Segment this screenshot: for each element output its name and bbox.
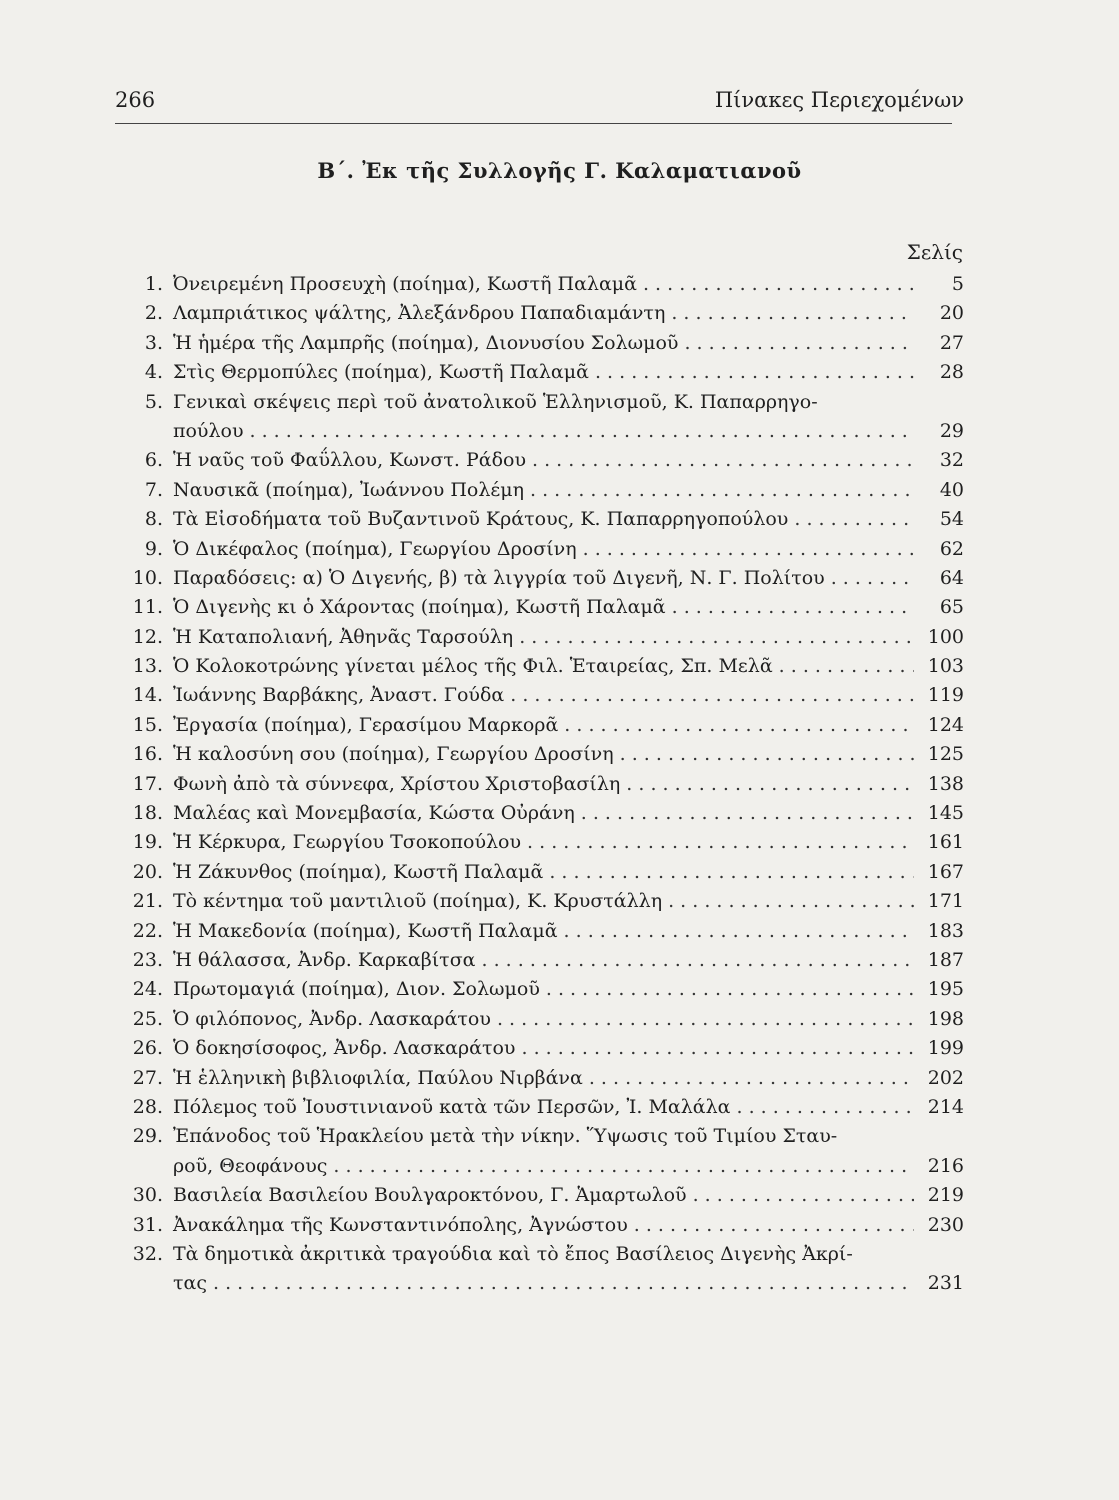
toc-entry-number: 31. (132, 1213, 163, 1236)
toc-entry-title-continuation: πούλου (173, 419, 244, 442)
toc-entry-number: 20. (132, 860, 163, 883)
toc-entry-line (115, 799, 964, 828)
toc-entry (115, 652, 964, 681)
toc-entry (115, 858, 964, 887)
toc-entry-number: 7. (144, 478, 163, 501)
toc-entry-title: Τὰ δημοτικὰ ἀκριτικὰ τραγούδια καὶ τὸ ἔπος Βασίλειος Διγενὴς Ἀκρί- (173, 1242, 853, 1265)
toc-entry-page: 214 (927, 1095, 964, 1118)
toc-entry-title: Ἰωάννης Βαρβάκης, Ἀναστ. Γούδα (173, 684, 505, 707)
toc-entry (115, 623, 964, 652)
header-rule (115, 123, 952, 124)
dot-leader (671, 299, 914, 328)
toc-entry-line (115, 564, 964, 593)
dot-leader (564, 711, 913, 740)
toc-entry-page: 171 (927, 890, 964, 913)
running-head (115, 88, 964, 118)
toc-entry-page: 219 (927, 1184, 964, 1207)
toc-entry-number: 30. (132, 1184, 163, 1207)
toc-entry-page: 29 (939, 419, 964, 442)
toc-entry-title: Ἡ Μακεδονία (ποίημα), Κωστῆ Παλαμᾶ (173, 919, 558, 942)
toc-entry-page: 124 (927, 713, 964, 736)
dot-leader (672, 593, 914, 622)
toc-entry-title: Ἡ Ζάκυνθος (ποίημα), Κωστῆ Παλαμᾶ (173, 860, 544, 883)
toc-entry-number: 25. (132, 1007, 163, 1030)
toc-entry-page: 161 (927, 831, 964, 854)
toc-entry-page: 119 (927, 684, 964, 707)
toc-entry-title: Γενικαὶ σκέψεις περὶ τοῦ ἀνατολικοῦ Ἑλληνισμοῦ, Κ. Παπαρρηγο- (173, 390, 818, 413)
toc-entry-page: 20 (939, 302, 964, 325)
dot-leader (530, 476, 914, 505)
toc-entry-title: Ἡ ναῦς τοῦ Φαΰλλου, Κωνστ. Ράδου (173, 449, 526, 472)
running-title: Πίνακες Περιεχομένων (714, 88, 964, 112)
dot-leader (620, 740, 914, 769)
toc-entry-title: Ὁ δοκησίσοφος, Ἀνδρ. Λασκαράτου (173, 1037, 516, 1060)
toc-entry-page: 64 (939, 566, 964, 589)
toc-entry-number: 1. (144, 273, 163, 295)
toc-entry-line (115, 887, 964, 916)
toc-entry-number: 16. (132, 743, 163, 766)
toc-entry-page: 103 (927, 655, 964, 678)
toc-entry-line (115, 1064, 964, 1093)
toc-entry (115, 917, 964, 946)
toc-entry-title: Ὁ Κολοκοτρώνης γίνεται μέλος τῆς Φιλ. Ἑταιρείας, Σπ. Μελᾶ (173, 655, 773, 678)
toc-entry-title: Ἀνακάλημα τῆς Κωνσταντινόπολης, Ἀγνώστου (173, 1213, 628, 1236)
toc-entry (115, 740, 964, 769)
toc-entry-page: 62 (939, 537, 964, 560)
toc-entry-line (115, 329, 964, 358)
toc-entry-number: 32. (132, 1242, 163, 1265)
toc-entry-page: 32 (939, 449, 964, 472)
toc-entry-line (115, 858, 964, 887)
toc-entry-line (115, 446, 964, 475)
toc-entry-line (115, 358, 964, 387)
dot-leader (831, 564, 914, 593)
dot-leader (213, 1269, 914, 1298)
toc-entry-number: 23. (132, 948, 163, 971)
table-of-contents (115, 270, 964, 1299)
toc-entry-number: 29. (132, 1125, 163, 1148)
toc-entry-line (115, 652, 964, 681)
toc-entry (115, 1005, 964, 1034)
toc-entry-line (115, 1034, 964, 1063)
toc-entry-title: Ἡ θάλασσα, Ἀνδρ. Καρκαβίτσα (173, 948, 476, 971)
dot-leader (510, 681, 913, 710)
toc-entry (115, 1093, 964, 1122)
toc-entry-line (115, 505, 964, 534)
toc-entry (115, 593, 964, 622)
page-number: 266 (115, 88, 156, 112)
toc-entry-title: Μαλέας καὶ Μονεμβασία, Κώστα Οὐράνη (173, 802, 575, 825)
toc-entry-page: 167 (927, 860, 964, 883)
dot-leader (497, 1005, 914, 1034)
toc-entry (115, 505, 964, 534)
toc-entry-line (115, 1240, 964, 1269)
toc-entry (115, 358, 964, 387)
toc-entry (115, 299, 964, 328)
toc-entry-title: Ἡ ἑλληνικὴ βιβλιοφιλία, Παύλου Νιρβάνα (173, 1066, 583, 1089)
dot-leader (521, 1034, 913, 1063)
toc-entry-title: Τὰ Εἰσοδήματα τοῦ Βυζαντινοῦ Κράτους, Κ. Παπαρρηγοπούλου (173, 508, 789, 531)
toc-entry-line (115, 1005, 964, 1034)
toc-entry-title: Ἐργασία (ποίημα), Γερασίμου Μαρκορᾶ (173, 713, 559, 736)
dot-leader (693, 1181, 914, 1210)
toc-entry-line (115, 1093, 964, 1122)
toc-entry-page: 198 (927, 1007, 964, 1030)
toc-entry-line (115, 535, 964, 564)
toc-entry-number: 2. (144, 302, 163, 325)
dot-leader (643, 270, 914, 299)
toc-entry-line (115, 1181, 964, 1210)
toc-entry-page: 54 (939, 508, 964, 531)
toc-entry-number: 17. (132, 772, 163, 795)
dot-leader (250, 417, 914, 446)
toc-entry-page: 40 (939, 478, 964, 501)
toc-entry-title: Τὸ κέντημα τοῦ μαντιλιοῦ (ποίημα), Κ. Κρυστάλλη (173, 890, 663, 913)
toc-entry (115, 1122, 964, 1181)
toc-entry-line (115, 711, 964, 740)
toc-entry-title: Ἡ Κέρκυρα, Γεωργίου Τσοκοπούλου (173, 831, 522, 854)
toc-entry-line (115, 623, 964, 652)
toc-entry-title: Λαμπριάτικος ψάλτης, Ἀλεξάνδρου Παπαδιαμάντη (173, 302, 666, 325)
toc-entry-number: 10. (132, 566, 163, 589)
toc-entry (115, 887, 964, 916)
toc-entry-number: 9. (144, 537, 163, 560)
toc-entry-page: 100 (927, 625, 964, 648)
toc-entry-number: 14. (132, 684, 163, 707)
toc-entry (115, 446, 964, 475)
dot-leader (634, 1211, 914, 1240)
toc-entry-number: 21. (132, 890, 163, 913)
dot-leader (549, 858, 913, 887)
toc-entry-page: 187 (927, 948, 964, 971)
toc-entry (115, 564, 964, 593)
toc-entry-number: 6. (144, 449, 163, 472)
toc-entry-line (115, 975, 964, 1004)
toc-entry-continuation-line (115, 1269, 964, 1298)
toc-entry-title: Ἡ καλοσύνη σου (ποίημα), Γεωργίου Δροσίνη (173, 743, 614, 766)
toc-entry (115, 329, 964, 358)
dot-leader (581, 799, 914, 828)
page-column-header: Σελίς (906, 240, 963, 264)
dot-leader (583, 535, 914, 564)
toc-entry-title: Φωνὴ ἀπὸ τὰ σύννεφα, Χρίστου Χριστοβασίλη (173, 772, 621, 795)
dot-leader (519, 623, 914, 652)
toc-entry-title: Ὁ φιλόπονος, Ἀνδρ. Λασκαράτου (173, 1007, 491, 1030)
toc-entry-title: Ἐπάνοδος τοῦ Ἡρακλείου μετὰ τὴν νίκην. Ὕψωσις τοῦ Τιμίου Σταυ- (173, 1125, 838, 1148)
toc-entry-line (115, 476, 964, 505)
toc-entry-number: 8. (144, 508, 163, 531)
toc-entry (115, 476, 964, 505)
toc-entry-title-continuation: τας (173, 1272, 207, 1295)
toc-entry-line (115, 1211, 964, 1240)
toc-entry (115, 1211, 964, 1240)
toc-entry (115, 711, 964, 740)
section-title: Β΄. Ἐκ τῆς Συλλογῆς Γ. Καλαματιανοῦ (317, 158, 802, 183)
toc-entry-number: 28. (132, 1095, 163, 1118)
dot-leader (589, 1064, 914, 1093)
toc-entry (115, 681, 964, 710)
dot-leader (333, 1152, 913, 1181)
toc-entry-line (115, 681, 964, 710)
toc-entry-page: 138 (927, 772, 964, 795)
toc-entry-number: 4. (144, 361, 163, 384)
toc-entry-title: Ἡ Καταπολιανή, Ἀθηνᾶς Ταρσούλη (173, 625, 514, 648)
toc-entry-page: 195 (927, 978, 964, 1001)
toc-entry-page: 231 (927, 1272, 964, 1295)
toc-entry-title: Ναυσικᾶ (ποίημα), Ἰωάννου Πολέμη (173, 478, 524, 501)
toc-entry-page: 65 (939, 596, 964, 619)
toc-entry-title: Ὁ Διγενὴς κι ὁ Χάροντας (ποίημα), Κωστῆ Παλαμᾶ (173, 596, 666, 619)
toc-entry-page: 199 (927, 1037, 964, 1060)
toc-entry-line (115, 388, 964, 417)
toc-entry-page: 183 (927, 919, 964, 942)
dot-leader (794, 505, 914, 534)
toc-entry-number: 27. (132, 1066, 163, 1089)
toc-entry-number: 18. (132, 802, 163, 825)
toc-entry-page: 145 (927, 802, 964, 825)
toc-entry-title: Πόλεμος τοῦ Ἰουστινιανοῦ κατὰ τῶν Περσῶν, Ἰ. Μαλάλα (173, 1095, 731, 1118)
toc-entry-title: Ἡ ἡμέρα τῆς Λαμπρῆς (ποίημα), Διονυσίου Σολωμοῦ (173, 331, 679, 354)
toc-entry-title: Ὀνειρεμένη Προσευχὴ (ποίημα), Κωστῆ Παλαμᾶ (173, 273, 637, 295)
toc-entry-number: 26. (132, 1037, 163, 1060)
toc-entry-number: 19. (132, 831, 163, 854)
toc-entry (115, 388, 964, 447)
toc-entry-line (115, 299, 964, 328)
toc-entry (115, 828, 964, 857)
toc-entry-page: 125 (927, 743, 964, 766)
toc-entry-line (115, 770, 964, 799)
dot-leader (532, 446, 914, 475)
toc-entry-number: 5. (144, 390, 163, 413)
toc-entry-number: 3. (144, 331, 163, 354)
toc-entry-title: Πρωτομαγιά (ποίημα), Διον. Σολωμοῦ (173, 978, 540, 1001)
toc-entry-page: 28 (939, 361, 964, 384)
dot-leader (737, 1093, 914, 1122)
toc-entry-number: 15. (132, 713, 163, 736)
dot-leader (779, 652, 914, 681)
toc-entry-title: Στὶς Θερμοπύλες (ποίημα), Κωστῆ Παλαμᾶ (173, 361, 589, 384)
toc-entry (115, 1240, 964, 1299)
toc-entry-number: 13. (132, 655, 163, 678)
toc-entry-number: 12. (132, 625, 163, 648)
toc-entry-title: Ὁ Δικέφαλος (ποίημα), Γεωργίου Δροσίνη (173, 537, 577, 560)
toc-entry-number: 11. (132, 596, 163, 619)
dot-leader (564, 917, 914, 946)
toc-entry-page: 202 (927, 1066, 964, 1089)
toc-entry (115, 799, 964, 828)
dot-leader (595, 358, 914, 387)
toc-entry-page: 5 (951, 273, 964, 295)
toc-entry-number: 22. (132, 919, 163, 942)
toc-entry-page: 230 (927, 1213, 964, 1236)
toc-entry-line (115, 740, 964, 769)
toc-entry (115, 1034, 964, 1063)
dot-leader (668, 887, 914, 916)
toc-entry (115, 770, 964, 799)
toc-entry-line (115, 593, 964, 622)
toc-entry-title: Παραδόσεις: α) Ὁ Διγενής, β) τὰ λιγγρία τοῦ Διγενῆ, Ν. Γ. Πολίτου (173, 566, 825, 589)
dot-leader (482, 946, 914, 975)
toc-entry-line (115, 270, 964, 299)
toc-entry-page: 216 (927, 1154, 964, 1177)
dot-leader (684, 329, 914, 358)
toc-entry (115, 1181, 964, 1210)
toc-entry (115, 535, 964, 564)
toc-entry-line (115, 1122, 964, 1151)
toc-entry (115, 270, 964, 299)
toc-entry-continuation-line (115, 417, 964, 446)
toc-entry-page: 27 (939, 331, 964, 354)
toc-entry-line (115, 917, 964, 946)
toc-entry-number: 24. (132, 978, 163, 1001)
toc-entry (115, 1064, 964, 1093)
toc-entry-continuation-line (115, 1152, 964, 1181)
toc-entry (115, 975, 964, 1004)
dot-leader (546, 975, 914, 1004)
toc-entry-title: Βασιλεία Βασιλείου Βουλγαροκτόνου, Γ. Ἁμαρτωλοῦ (173, 1184, 687, 1207)
toc-entry-line (115, 946, 964, 975)
toc-entry-title-continuation: ροῦ, Θεοφάνους (173, 1154, 328, 1177)
toc-entry-line (115, 828, 964, 857)
toc-entry (115, 946, 964, 975)
dot-leader (527, 828, 914, 857)
dot-leader (626, 770, 913, 799)
